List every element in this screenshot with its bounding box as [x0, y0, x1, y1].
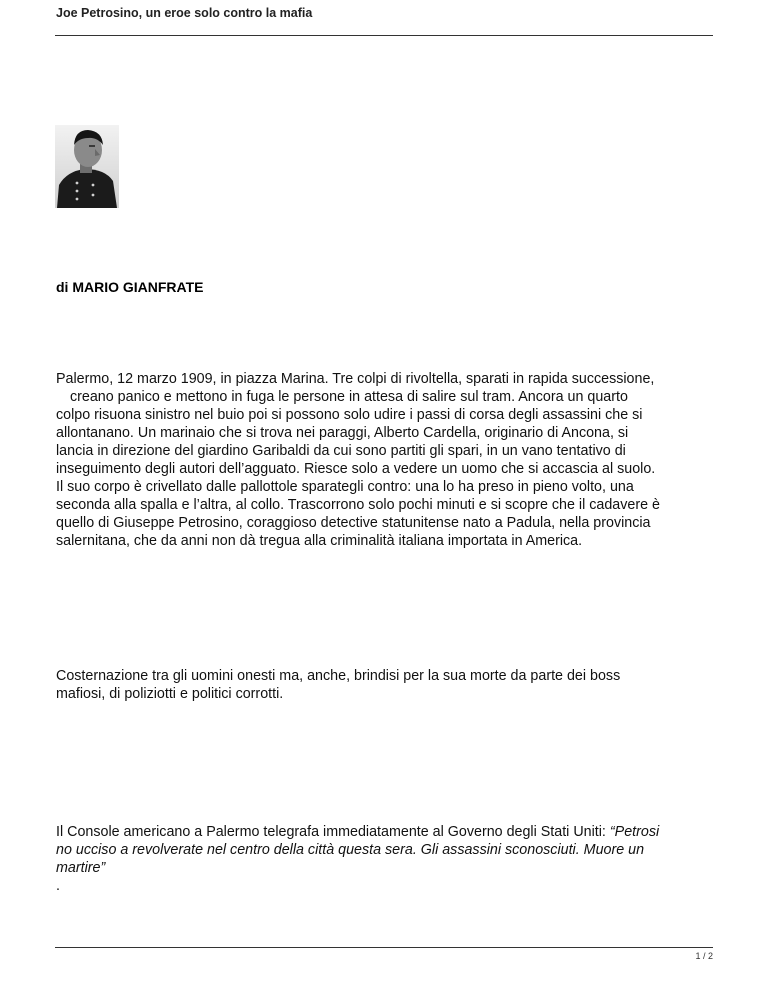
paragraph-2-line: mafiosi, di poliziotti e politici corrotti.	[56, 686, 284, 702]
paragraph-3	[56, 823, 716, 895]
paragraph-3-trailing: .	[56, 878, 60, 894]
portrait-photo	[55, 125, 119, 208]
article-byline: di MARIO GIANFRATE	[56, 279, 204, 295]
paragraph-1-line: lancia in direzione del giardino Garibaldi da cui sono partiti gli spari, in un vano tentativo di	[56, 443, 626, 459]
page-number: 1 / 2	[695, 951, 713, 961]
paragraph-1	[56, 370, 716, 550]
paragraph-2-line: Costernazione tra gli uomini onesti ma, anche, brindisi per la sua morte da parte dei boss	[56, 668, 621, 684]
header-title: Joe Petrosino, un eroe solo contro la mafia	[56, 6, 313, 20]
paragraph-1-line: colpo risuona sinistro nel buio poi si possono solo udire i passi di corsa degli assassini che si	[56, 407, 643, 423]
paragraph-1-line: salernitana, che da anni non dà tregua alla criminalità italiana importata in America.	[56, 533, 583, 549]
paragraph-1-line: Il suo corpo è crivellato dalle pallottole sparategli contro: una lo ha preso in pieno volto, una	[56, 479, 634, 495]
telegram-intro: Il Console americano a Palermo telegrafa immediatamente al Governo degli Stati Uniti:	[56, 824, 610, 840]
paragraph-1-line: seconda alla spalla e l’altra, al collo. Trascorrono solo pochi minuti e si scopre che il cadavere è	[56, 497, 660, 513]
footer-divider	[55, 947, 713, 948]
paragraph-3-line	[56, 823, 716, 841]
paragraph-1-line: creano panico e mettono in fuga le persone in attesa di salire sul tram. Ancora un quarto	[70, 389, 628, 405]
telegram-quote-line: no ucciso a revolverate nel centro della città questa sera. Gli assassini sconosciuti. Muore un	[56, 842, 645, 858]
paragraph-1-line: quello di Giuseppe Petrosino, coraggioso detective statunitense nato a Padula, nella provincia	[56, 515, 651, 531]
paragraph-2	[56, 667, 716, 703]
header-divider	[55, 35, 713, 36]
paragraph-1-line: Palermo, 12 marzo 1909, in piazza Marina. Tre colpi di rivoltella, sparati in rapida successione,	[56, 371, 655, 387]
paragraph-1-line: inseguimento degli autori dell’agguato. Riesce solo a vedere un uomo che si accascia al suolo.	[56, 461, 656, 477]
telegram-quote-end: martire”	[56, 860, 106, 876]
telegram-quote-start: “Petrosi	[609, 824, 660, 840]
paragraph-1-line: allontanano. Un marinaio che si trova nei paraggi, Alberto Cardella, originario di Ancona, si	[56, 425, 629, 441]
